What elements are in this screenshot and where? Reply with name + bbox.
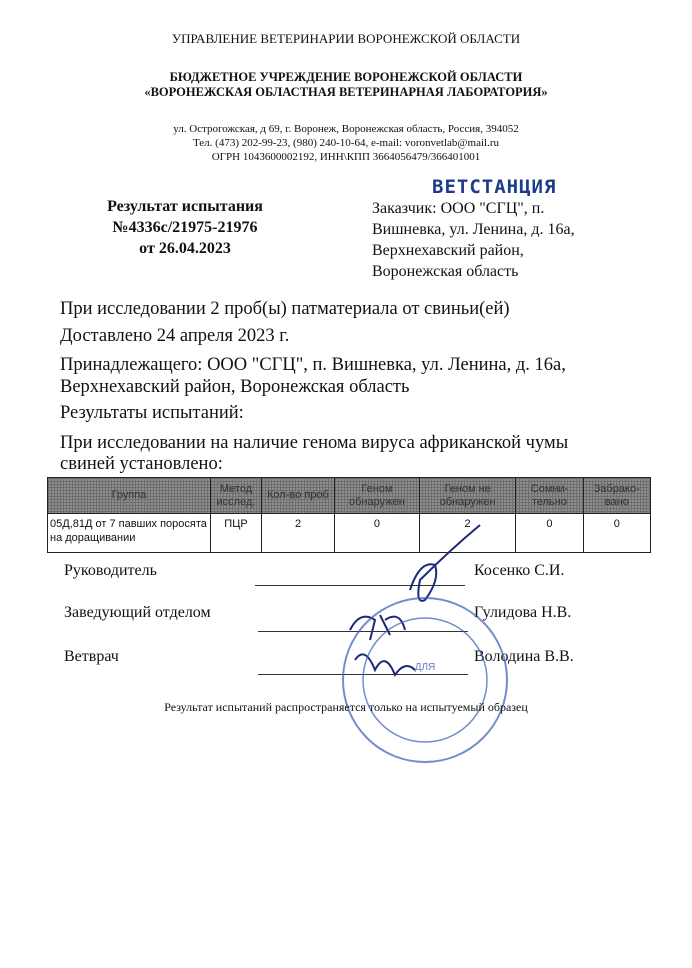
result-number: №4336с/21975-21976 [112, 219, 258, 236]
col-rejected: Забрако-вано [583, 478, 650, 514]
cell-count: 2 [262, 514, 335, 553]
org-phone-email: Тел. (473) 202-99-23, (980) 240-10-64, e-mail: voronvetlab@mail.ru [192, 137, 499, 149]
customer-line: Верхнехавский район, [372, 242, 524, 259]
signature-role: Ветврач [64, 648, 119, 665]
col-group: Группа [48, 478, 211, 514]
cell-group: 05Д,81Д от 7 павших поросята на доращивании [48, 514, 211, 553]
signature-name: Володина В.В. [474, 648, 574, 665]
result-date: от 26.04.2023 [139, 240, 231, 257]
col-detected: Геном обнаружен [335, 478, 420, 514]
seal-and-signatures [330, 520, 530, 780]
organization-name [0, 70, 692, 100]
customer-line: Воронежская область [372, 263, 519, 280]
cell-rejected: 0 [583, 514, 650, 553]
cell-method: ПЦР [211, 514, 262, 553]
authority-title: УПРАВЛЕНИЕ ВЕТЕРИНАРИИ ВОРОНЕЖСКОЙ ОБЛАСТИ [171, 31, 521, 46]
seal-center-text: ДЛЯ [414, 662, 436, 673]
results-label: Результаты испытаний: [60, 403, 244, 423]
cell-doubtful: 0 [516, 514, 583, 553]
samples-text: При исследовании 2 проб(ы) патматериала от свиньи(ей) [60, 299, 510, 319]
org-address: ул. Острогожская, д 69, г. Воронеж, Воронежская область, Россия, 394052 [173, 123, 519, 135]
owner-text-1: Принадлежащего: ООО "СГЦ", п. Вишневка, ул. Ленина, д. 16а, [60, 355, 566, 375]
customer-block [372, 198, 575, 282]
signature-name: Косенко С.И. [474, 562, 565, 579]
table-header-row [48, 478, 651, 514]
org-line-1: БЮДЖЕТНОЕ УЧРЕЖДЕНИЕ ВОРОНЕЖСКОЙ ОБЛАСТИ [169, 70, 523, 84]
org-line-2: «ВОРОНЕЖСКАЯ ОБЛАСТНАЯ ВЕТЕРИНАРНАЯ ЛАБОРАТОРИЯ» [144, 85, 548, 99]
seal-outer-ring [343, 598, 507, 762]
owner-text-2: Верхнехавский район, Воронежская область [60, 377, 410, 397]
cell-detected: 0 [335, 514, 420, 553]
signature-head [410, 525, 480, 601]
seal-inner-ring [363, 618, 487, 742]
footer-note: Результат испытаний распространяется только на испытуемый образец [164, 700, 528, 714]
signature-role: Заведующий отделом [64, 604, 211, 621]
signature-role: Руководитель [64, 562, 157, 579]
study-text-2: свиней установлено: [60, 454, 223, 474]
cell-not-detected: 2 [419, 514, 516, 553]
customer-line: Заказчик: ООО "СГЦ", п. [372, 200, 545, 217]
delivered-text: Доставлено 24 апреля 2023 г. [60, 326, 290, 346]
col-doubtful: Сомни-тельно [516, 478, 583, 514]
col-not-detected: Геном не обнаружен [419, 478, 516, 514]
signature-name: Гулидова Н.В. [474, 604, 572, 621]
col-count: Кол-во проб [262, 478, 335, 514]
study-text-1: При исследовании на наличие генома вируса африканской чумы [60, 433, 569, 453]
customer-line: Вишневка, ул. Ленина, д. 16а, [372, 221, 575, 238]
org-contacts [0, 122, 692, 164]
result-heading [60, 196, 310, 259]
signature-head-dept [350, 615, 405, 640]
col-method: Метод исслед. [211, 478, 262, 514]
vetstation-stamp: ВЕТСТАНЦИЯ [432, 176, 557, 198]
org-ids: ОГРН 1043600002192, ИНН\КПП 3664056479/366401001 [211, 151, 481, 163]
result-title: Результат испытания [107, 198, 263, 215]
